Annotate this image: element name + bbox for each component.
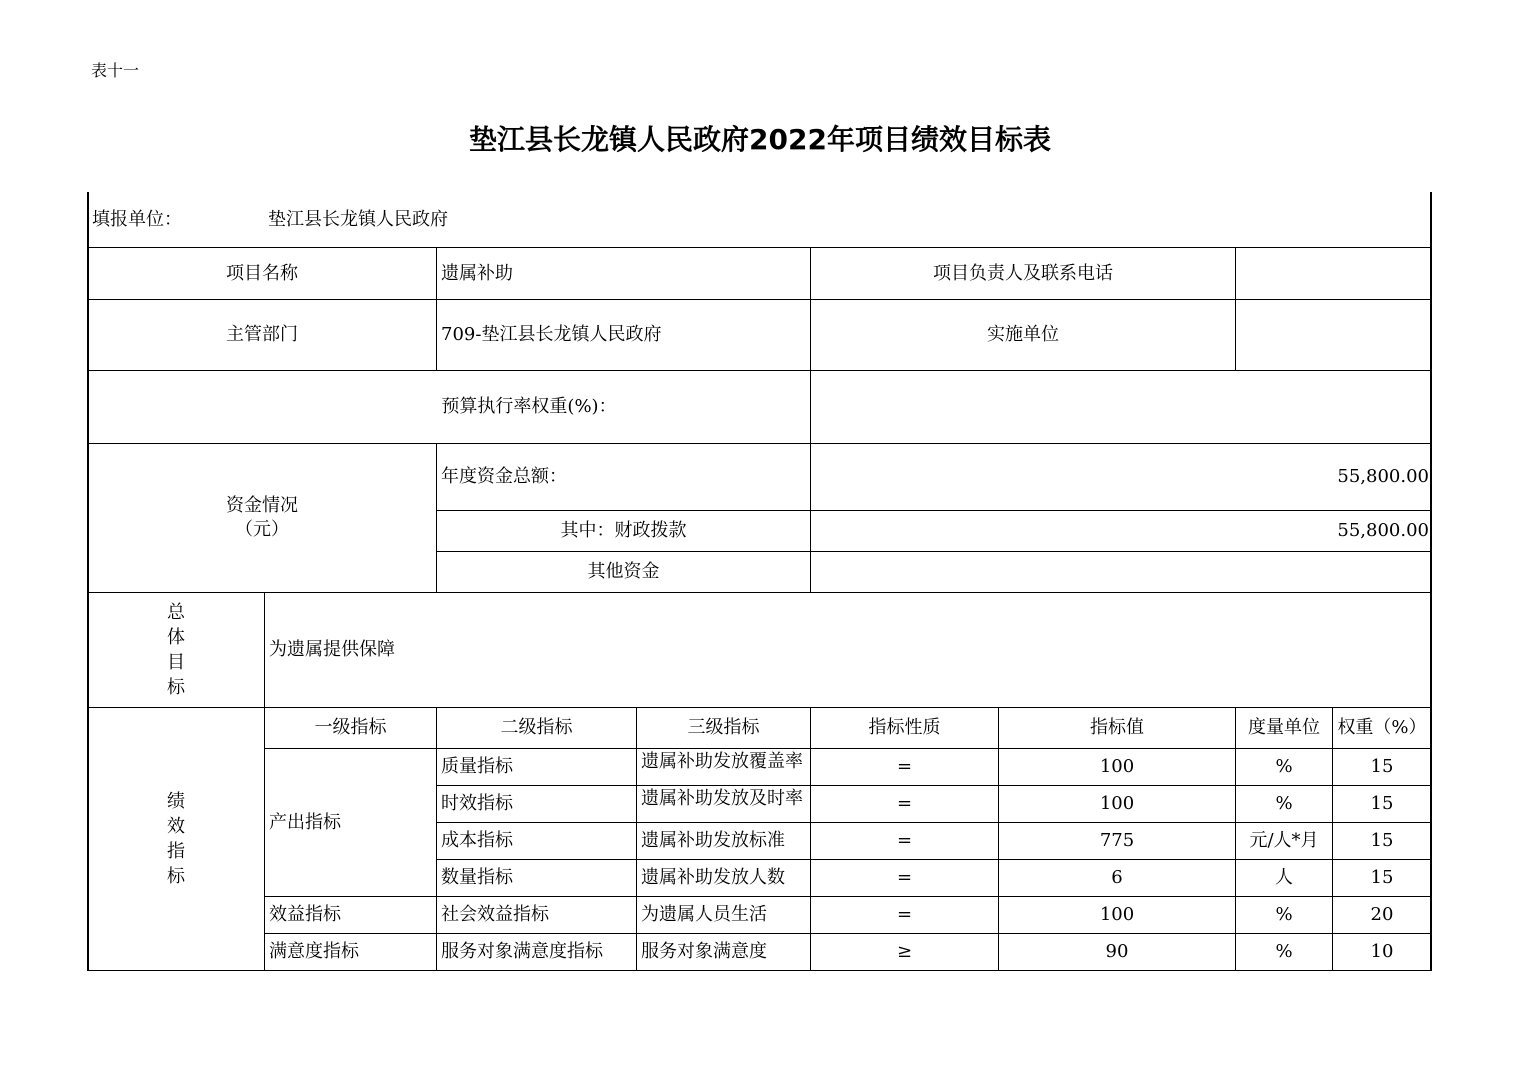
header-level3: 三级指标 (637, 708, 811, 749)
funds-label (88, 444, 437, 593)
overall-goal-char: 标 (167, 677, 185, 698)
table-row-nature: = (811, 823, 999, 860)
overall-goal-char: 体 (167, 627, 185, 648)
header-unit: 度量单位 (1236, 708, 1333, 749)
fill-unit-value: 垫江县长龙镇人民政府 (268, 208, 448, 230)
table-row-weight: 20 (1333, 897, 1432, 934)
table-row-unit: % (1236, 897, 1333, 934)
header-nature: 指标性质 (811, 708, 999, 749)
table-row-level2: 数量指标 (437, 860, 637, 897)
dept-label: 主管部门 (88, 300, 437, 371)
table-row-unit: % (1236, 934, 1333, 971)
table-row-value: 100 (999, 786, 1236, 823)
fill-unit-label: 填报单位： (92, 208, 182, 230)
table-row-value: 90 (999, 934, 1236, 971)
indicators-char: 效 (167, 816, 185, 837)
funds-label-line1: 资金情况 (226, 495, 298, 516)
page-title: 垫江县长龙镇人民政府2022年项目绩效目标表 (469, 123, 1051, 156)
table-row-value: 100 (999, 749, 1236, 786)
table-number: 表十一 (91, 61, 140, 80)
level1-satisfaction: 满意度指标 (265, 934, 437, 971)
table-row-level2: 时效指标 (437, 786, 637, 823)
budget-rate-value (811, 371, 1432, 444)
overall-goal-char: 目 (167, 652, 185, 673)
table-row-value: 775 (999, 823, 1236, 860)
fill-unit-row (88, 192, 1432, 248)
table-row-level3: 服务对象满意度 (637, 934, 811, 971)
impl-unit-label: 实施单位 (811, 300, 1236, 371)
table-row-level3: 遗属补助发放标准 (637, 823, 811, 860)
project-name-label: 项目名称 (88, 248, 437, 300)
fiscal-value: 55,800.00 (811, 511, 1432, 552)
funds-label-line2: （元） (235, 519, 289, 540)
header-level2: 二级指标 (437, 708, 637, 749)
level1-benefit: 效益指标 (265, 897, 437, 934)
table-row-nature: = (811, 749, 999, 786)
table-row-level3: 为遗属人员生活 (637, 897, 811, 934)
table-row-nature: ≥ (811, 934, 999, 971)
project-contact-label: 项目负责人及联系电话 (811, 248, 1236, 300)
other-funds-value (811, 552, 1432, 593)
overall-goal-text: 为遗属提供保障 (265, 593, 1432, 708)
table-row-nature: = (811, 897, 999, 934)
indicators-label (88, 708, 265, 971)
table-row-level2: 服务对象满意度指标 (437, 934, 637, 971)
header-value: 指标值 (999, 708, 1236, 749)
table-row-weight: 15 (1333, 823, 1432, 860)
table-row-unit: 元/人*月 (1236, 823, 1333, 860)
table-row-level2: 质量指标 (437, 749, 637, 786)
fiscal-label: 其中：财政拨款 (437, 511, 811, 552)
indicators-char: 绩 (167, 791, 185, 812)
table-row-level2: 社会效益指标 (437, 897, 637, 934)
project-name-value: 遗属补助 (437, 248, 811, 300)
table-row-level3: 遗属补助发放覆盖率 (637, 749, 811, 786)
annual-total-label: 年度资金总额： (437, 444, 811, 511)
table-row-level3: 遗属补助发放人数 (637, 860, 811, 897)
table-row-unit: % (1236, 786, 1333, 823)
indicators-char: 标 (167, 866, 185, 887)
table-row-weight: 15 (1333, 749, 1432, 786)
overall-goal-label (88, 593, 265, 708)
overall-goal-char: 总 (167, 602, 185, 623)
table-row-weight: 15 (1333, 786, 1432, 823)
table-row-weight: 10 (1333, 934, 1432, 971)
indicators-char: 指 (167, 841, 185, 862)
table-row-value: 100 (999, 897, 1236, 934)
table-row-unit: % (1236, 749, 1333, 786)
annual-total-value: 55,800.00 (811, 444, 1432, 511)
project-contact-value (1236, 248, 1432, 300)
table-row-nature: = (811, 786, 999, 823)
table-row-level3: 遗属补助发放及时率 (637, 786, 811, 823)
table-row-weight: 15 (1333, 860, 1432, 897)
table-row-level2: 成本指标 (437, 823, 637, 860)
other-funds-label: 其他资金 (437, 552, 811, 593)
table-row-unit: 人 (1236, 860, 1333, 897)
budget-rate-label: 预算执行率权重(%)： (88, 371, 811, 444)
table-row-nature: = (811, 860, 999, 897)
header-weight: 权重（%） (1333, 708, 1432, 749)
impl-unit-value (1236, 300, 1432, 371)
level1-output: 产出指标 (265, 749, 437, 897)
dept-value: 709-垫江县长龙镇人民政府 (437, 300, 811, 371)
header-level1: 一级指标 (265, 708, 437, 749)
table-row-value: 6 (999, 860, 1236, 897)
